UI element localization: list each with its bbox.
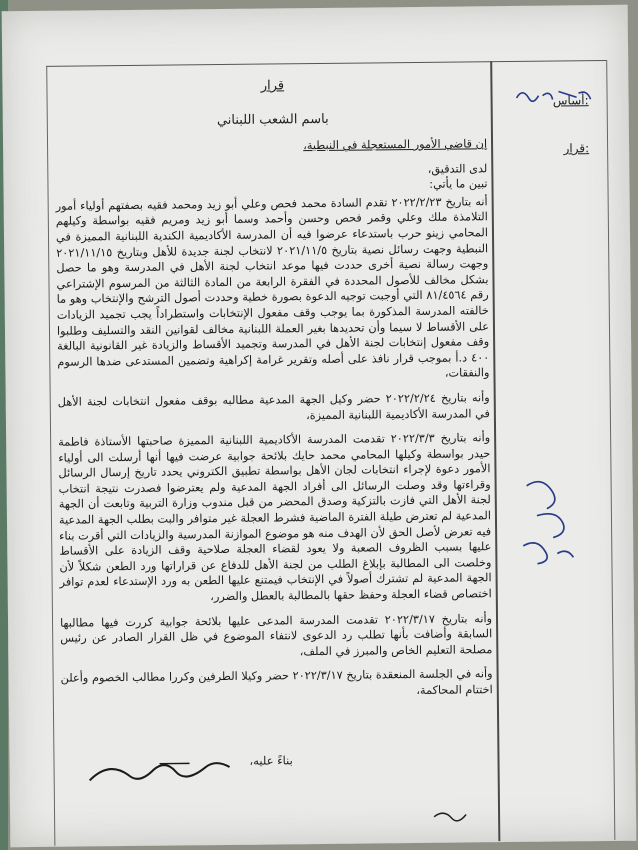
frame-left-border xyxy=(46,66,55,846)
court-decision-page xyxy=(2,5,637,848)
paragraph-5: وأنه في الجلسة المنعقدة بتاريخ ٢٠٢٢/٣/١٧ حضر وكيلا الطرفين وكررا مطالب الخصوم وأعلن اختتام المحاكمة، xyxy=(60,667,493,697)
judge-line: إن قاضي الأمور المستعجلة في النبطية، xyxy=(303,137,488,153)
intro-line-1: لدى التدقيق، xyxy=(427,161,488,176)
margin-divider xyxy=(490,61,500,841)
handwritten-signature xyxy=(79,751,249,793)
paragraph-2: وأنه بتاريخ ٢٠٢٢/٢/٢٤ حضر وكيل الجهة المدعية مطالبه بوقف مفعول انتخابات لجنة الأهل في المدرسة الأكاديمية اللبنانية المميزة، xyxy=(57,391,490,422)
handwritten-case-number xyxy=(508,83,598,110)
handwritten-margin-number xyxy=(506,465,597,576)
decision-body xyxy=(55,136,493,711)
frame-top-border xyxy=(46,60,606,67)
paragraph-1: أنه بتاريخ ٢٠٢٢/٢/٢٣ تقدم السادة محمد فحص وعلي أبو زيد ومحمد فقيه بصفتهم أولياء أمور التلامذة ملك وعلي وقمر فحص وحسن وأحمد وسما أبو زيد ومريم فقيه بواسطة وكيلهم المحامي زينو حرب باستدعاء عرضوا فيه أن المدرسة الأكاديمية الكندية اللبنانية المميزة في النبطية وجهت رسائل نصية بتاريخ ٢٠٢١/١١/٥ لانتخاب لجنة جديدة للأهل وبتاريخ ٢٠٢١/١١/١٥ وجهت رسالة نصية أخرى حددت فيها موعد انتخاب لجنة الأهل في المدرسة وهو ما حصل بشكل مخالف للأصول المحددة في الفقرة الرابعة من المادة الثالثة من المرسوم الإشتراعي رقم ٨١/٤٥٦٤ التي أوجبت توجيه الدعوة بصورة خطية وحددت أصول الترشح والإنتخاب وهو ما خالفته المدرسة المذكورة بما يوجب وقف مفعول الإنتخابات واستطراداً يجب تجميد الزيادات على الأقساط لا سيما وأن تحديدها بغير العملة اللبنانية مخالف لقوانين النقد والتسليف وطلبوا وقف مفعول إنتخابات لجنة الأهل في المدرسة وتجميد الأقساط والزيادة غير القانونية البالغة ٤٠٠ د.أ بموجب قرار نافذ على أصله وتقرير غرامة إكراهية وتضمين المستدعى ضدها الرسوم والنفقات، xyxy=(55,195,490,380)
qarar-label: قرار: xyxy=(563,141,590,156)
paragraph-3: وأنه بتاريخ ٢٠٢٢/٣/٣ تقدمت المدرسة الأكاديمية اللبنانية المميزة صاحبتها الأستاذة فاطمة حيدر بواسطة وكيلها المحامي محمد حايك بلائحة جوابية عرضت فيها أنها أرسلت الى أولياء الأمور دعوة لإجراء انتخابات لجان الأهل بواسطة تطبيق الكتروني يحدد تاريخ إرسال الرسائل وقراءتها وقد وصلت الرسائل الى أفراد الجهة المدعية ولم يعترضوا فصدرت نتيجة انتخاب لجنة الأهل التي فازت بالتزكية وصدق المحضر من قبل مندوب وزارة التربية وتابعت أن الجهة المدعية لم تعترض طيلة الفترة الماضية فشرط العجلة غير متوافر والبت بطلب الجهة المدعية فيه تعرض لأصل الحق لأن الهدف منه هو موضوع الموازنة المدرسية والزيادات التي أقرت بناء عليها بسبب الظروف الصعبة ولا يعود لقضاء العجلة صلاحية وقف الزيادة على الأقساط وخلصت الى المطالبة بإبلاغ الطلب من لجنة الأهل للدفاع عن قراراتها ورد الطعن شكلاً لأن الجهة المدعية لم تشترك أصولاً في الإنتخاب فيمتنع عليها الطعن به ورد الإستدعاء لعدم توافر اختصاص قضاء العجلة وحفظ حقها بالمطالبة بالعطل والضرر، xyxy=(58,431,492,604)
frame-right-border xyxy=(606,60,615,840)
page-title: قرار xyxy=(260,78,285,94)
asas-label: أساس: xyxy=(552,93,589,108)
intro-line-2: تبين ما يأتي: xyxy=(429,177,488,192)
paragraph-4: وأنه بتاريخ ٢٠٢٢/٣/١٧ تقدمت المدرسة المدعى عليها بلائحة جوابية كررت فيها مطالبها السابقة وأضافت بأنها تطلب رد الدعوى لانتفاء الموضوع في ظل القرار الصادر عن رئيس مصلحة التعليم الخاص والمبرز في الملف، xyxy=(59,611,493,659)
page-subtitle: باسم الشعب اللبناني xyxy=(216,111,329,129)
page-number-mark xyxy=(430,806,470,824)
closing-phrase: بناءً عليه، xyxy=(249,753,293,768)
